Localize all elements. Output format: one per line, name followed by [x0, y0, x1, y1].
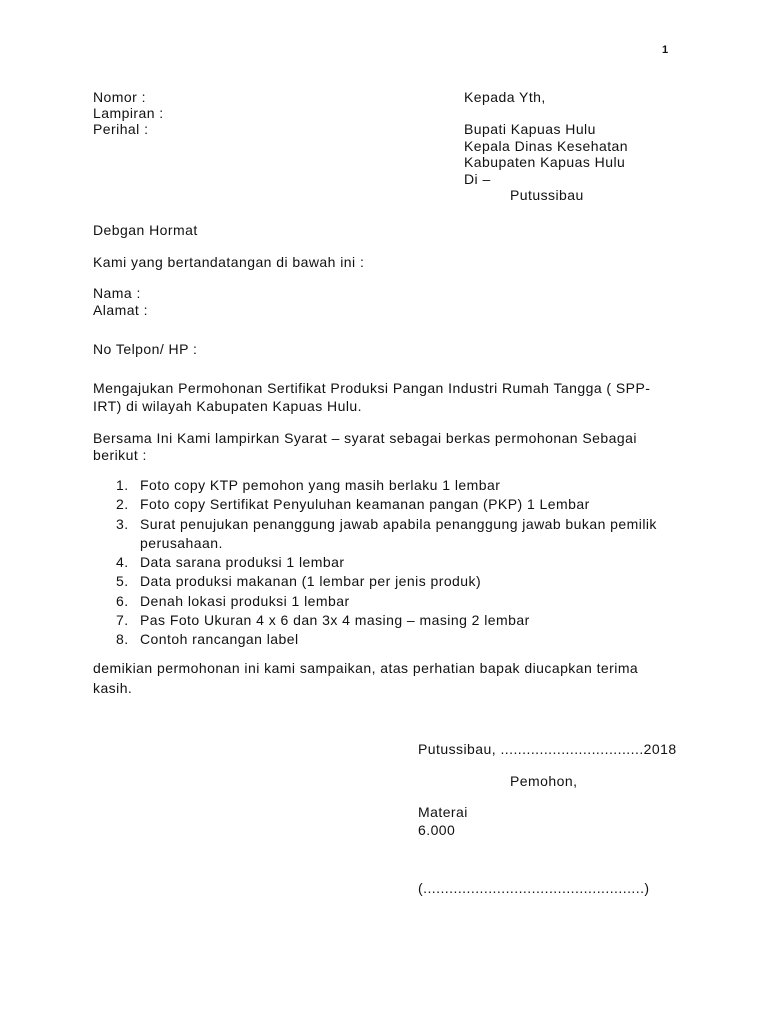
list-item-text: Denah lokasi produksi 1 lembar [140, 592, 350, 609]
list-item-number: 4. [116, 554, 129, 571]
signature-name-blank: (...................................................) [418, 880, 650, 896]
lampiran-label: Lampiran : [93, 105, 164, 121]
request-line-2: IRT) di wilayah Kabupaten Kapuas Hulu. [93, 398, 362, 414]
recipient-greeting: Kepada Yth, [464, 89, 546, 105]
list-item-number: 8. [116, 631, 129, 648]
list-item-text: Pas Foto Ukuran 4 x 6 dan 3x 4 masing – masing 2 lembar [140, 612, 530, 629]
list-item-text: Surat penujukan penanggung jawab apabila penanggung jawab bukan pemilik perusahaan. [140, 515, 657, 551]
list-item [100, 553, 660, 572]
list-item-text: Foto copy Sertifikat Penyuluhan keamanan pangan (PKP) 1 Lembar [140, 496, 590, 513]
recipient-line-1: Bupati Kapuas Hulu [464, 121, 596, 137]
list-item [100, 572, 660, 591]
closing-line-1: demikian permohonan ini kami sampaikan, atas perhatian bapak diucapkan terima [93, 660, 639, 676]
list-item-text: Contoh rancangan label [140, 631, 299, 648]
intro-text: Kami yang bertandatangan di bawah ini : [93, 254, 365, 270]
recipient-line-4: Di – [464, 171, 491, 187]
materai-value: 6.000 [418, 822, 456, 838]
list-item [100, 476, 660, 495]
list-item-number: 6. [116, 592, 129, 609]
list-item [100, 592, 660, 611]
place-date: Putussibau, .................................2018 [418, 741, 677, 757]
list-item-number: 3. [116, 515, 129, 532]
list-item [100, 611, 660, 630]
list-item [100, 630, 660, 649]
recipient-line-2: Kepala Dinas Kesehatan [464, 138, 629, 154]
list-item-number: 7. [116, 612, 129, 629]
recipient-line-3: Kabupaten Kapuas Hulu [464, 154, 626, 170]
telpon-label: No Telpon/ HP : [93, 341, 198, 357]
perihal-label: Perihal : [93, 121, 149, 137]
nama-label: Nama : [93, 285, 141, 301]
nomor-label: Nomor : [93, 89, 146, 105]
closing-line-2: kasih. [93, 680, 133, 696]
request-line-1: Mengajukan Permohonan Sertifikat Produksi Pangan Industri Rumah Tangga ( SPP- [93, 380, 651, 396]
list-item-text: Foto copy KTP pemohon yang masih berlaku 1 lembar [140, 477, 501, 493]
list-item-text: Data sarana produksi 1 lembar [140, 554, 345, 571]
salutation: Debgan Hormat [93, 222, 198, 238]
list-item-number: 5. [116, 573, 129, 590]
signer-title: Pemohon, [510, 773, 578, 789]
attachment-line-1: Bersama Ini Kami lampirkan Syarat – syarat sebagai berkas permohonan Sebagai [93, 430, 637, 446]
list-item-number: 2. [116, 496, 129, 513]
list-item-text: Data produksi makanan (1 lembar per jenis produk) [140, 573, 482, 590]
materai-label: Materai [418, 804, 468, 820]
page-number: 1 [662, 44, 669, 56]
list-item [100, 495, 660, 514]
list-item [100, 515, 660, 554]
recipient-line-5: Putussibau [510, 187, 584, 203]
requirements-list [100, 476, 660, 650]
alamat-label: Alamat : [93, 302, 148, 318]
list-item-number: 1. [116, 477, 129, 493]
attachment-line-2: berikut : [93, 447, 147, 463]
